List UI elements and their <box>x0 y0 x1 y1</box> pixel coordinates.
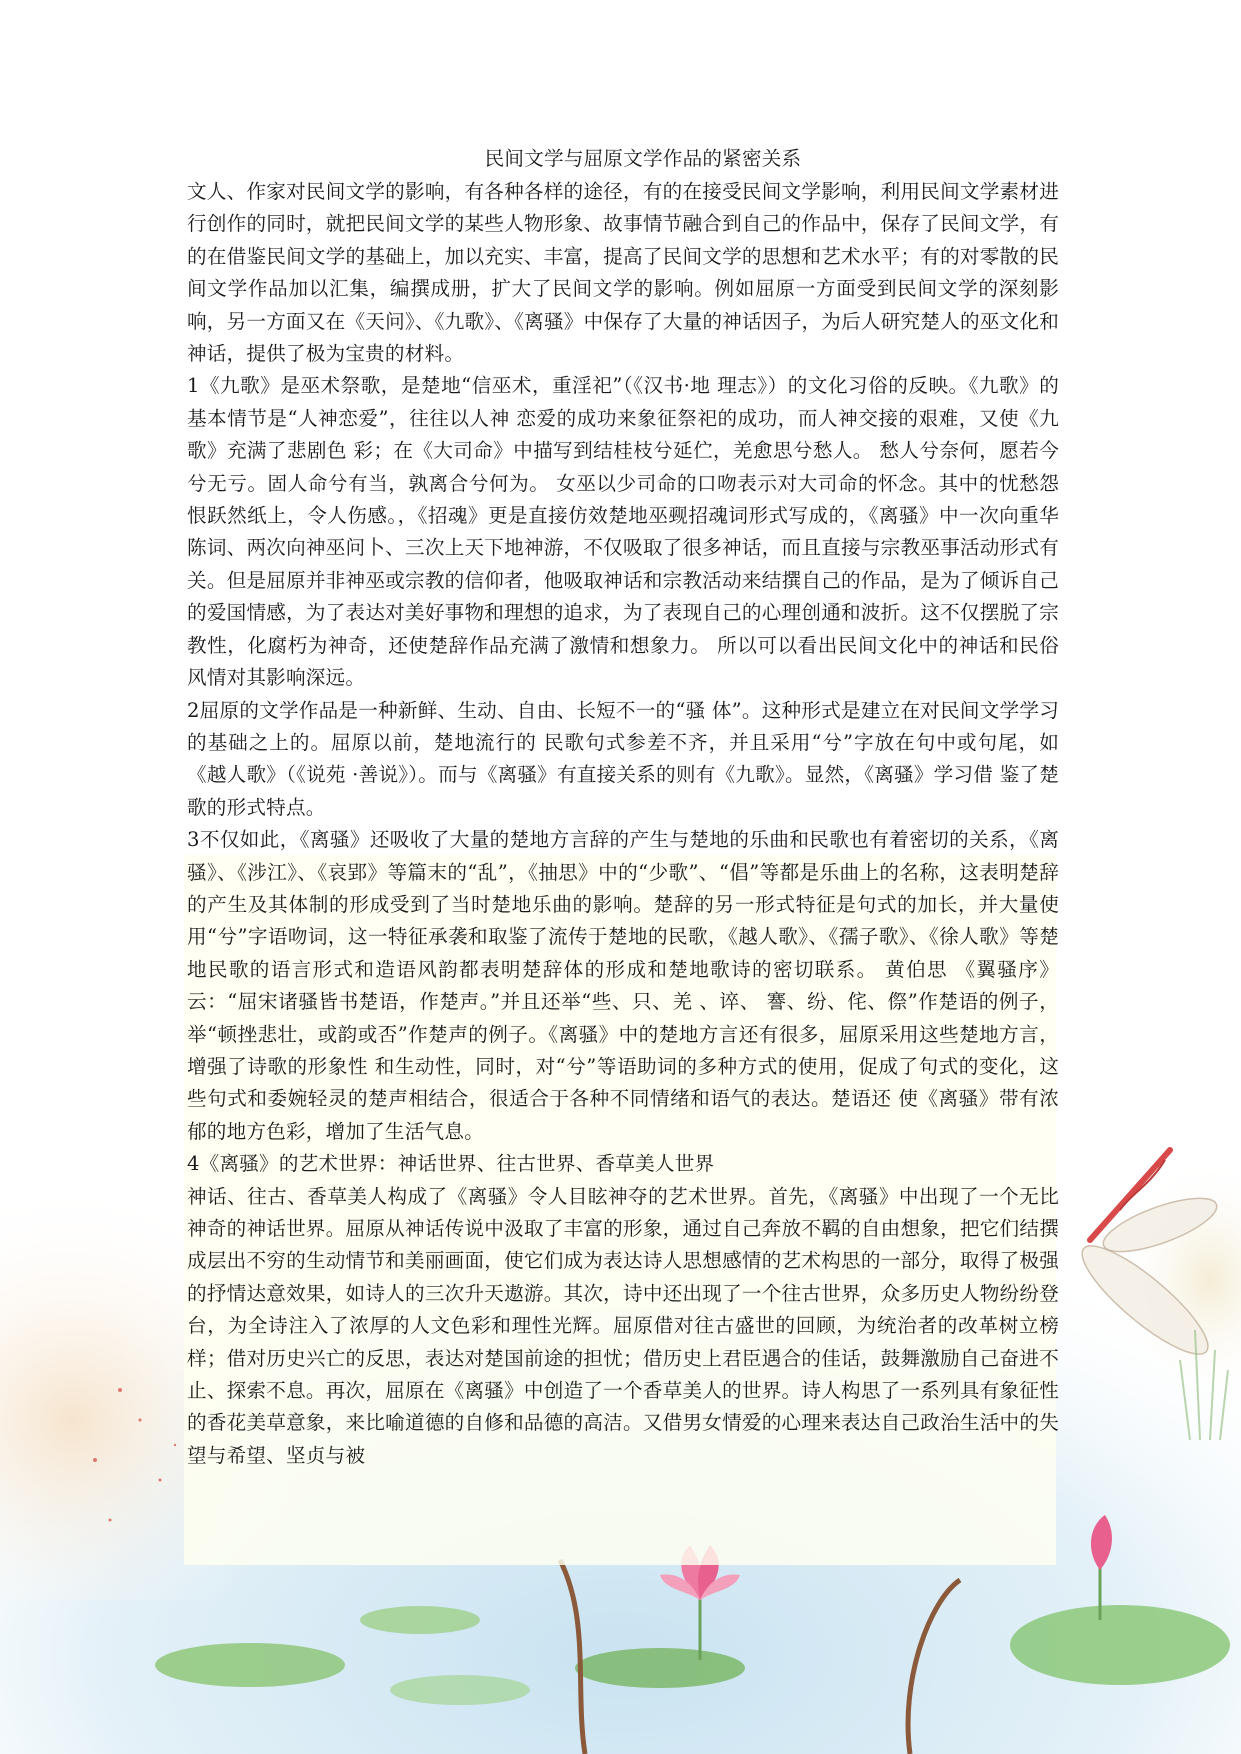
paragraph-1: 1《九歌》是巫术祭歌，是楚地“信巫术，重淫祀”（《汉书·地 理志》）的文化习俗的反映。《九歌》的基本情节是“人神恋爱”，往往以人神 恋爱的成功来象征祭祀的成功，而人神交接的艰难，又使《九歌》充满了悲剧色 彩；在《大司命》中描写到结桂枝兮延伫，羌愈思兮愁人。 愁人兮奈何，愿若今兮无亏。固人命兮有当，孰离合兮何为。 女巫以少司命的口吻表示对大司命的怀念。其中的忧愁怨恨跃然纸上，令人伤感。，《招魂》更是直接仿效楚地巫觋招魂词形式写成的，《离骚》中一次向重华陈词、两次向神巫问卜、三次上天下地神游，不仅吸取了很多神话，而且直接与宗教巫事活动形式有关。但是屈原并非神巫或宗教的信仰者，他吸取神话和宗教活动来结撰自己的作品，是为了倾诉自己的爱国情感，为了表达对美好事物和理想的追求，为了表现自己的心理创通和波折。这不仅摆脱了宗教性，化腐朽为神奇，还使楚辞作品充满了激情和想象力。 所以可以看出民间文化中的神话和民俗风情对其影响深远。 <box>187 374 1059 690</box>
paragraph-3: 3不仅如此，《离骚》还吸收了大量的楚地方言辞的产生与楚地的乐曲和民歌也有着密切的关系，《离骚》、《涉江》、《哀郢》等篇末的“乱”，《抽思》中的“少歌”、“倡”等都是乐曲上的名称，这表明楚辞的产生及其体制的形成受到了当时楚地乐曲的影响。楚辞的另一形式特征是句式的加长，并大量使用“兮”字语吻词，这一特征承袭和取鉴了流传于楚地的民歌，《越人歌》、《孺子歌》、《徐人歌》等楚地民歌的语言形式和造语风韵都表明楚辞体的形成和楚地歌诗的密切联系。 黄伯思 《翼骚序》云：“屈宋诸骚皆书楚语，作楚声。”并且还举“些、只、羌 、谇、 謇、纷、侘、傺”作楚语的例子，举“顿挫悲壮，或韵或否”作楚声的例子。《离骚》中的楚地方言还有很多，屈原采用这些楚地方言，增强了诗歌的形象性 和生动性，同时，对“兮”等语助词的多种方式的使用，促成了句式的变化，这 些句式和委婉轻灵的楚声相结合，很适合于各种不同情绪和语气的表达。楚语还 使《离骚》带有浓郁的地方色彩，增加了生活气息。 <box>187 828 1059 1143</box>
document-title: 民间文学与屈原文学作品的紧密关系 <box>484 147 802 170</box>
lily-pad <box>390 1675 530 1705</box>
paragraph-2: 2屈原的文学作品是一种新鲜、生动、自由、长短不一的“骚 体”。这种形式是建立在对民间文学学习的基础之上的。屈原以前，楚地流行的 民歌句式参差不齐，并且采用“兮”字放在句中或句尾，如《越人歌》（《说苑 ·善说》）。而与《离骚》有直接关系的则有《九歌》。显然，《离骚》学习借 鉴了楚歌的形式特点。 <box>187 698 1059 819</box>
paragraph-intro: 文人、作家对民间文学的影响，有各种各样的途径，有的在接受民间文学影响，利用民间文学素材进行创作的同时，就把民间文学的某些人物形象、故事情节融合到自己的作品中，保存了民间文学，有的在借鉴民间文学的基础上，加以充实、丰富，提高了民间文学的思想和艺术水平；有的对零散的民间文学作品加以汇集，编撰成册，扩大了民间文学的影响。例如屈原一方面受到民间文学的深刻影响，另一方面又在《天问》、《九歌》、《离骚》中保存了大量的神话因子，为后人研究楚人的巫文化和神话，提供了极为宝贵的材料。 <box>187 180 1059 366</box>
lily-pad <box>1010 1605 1230 1685</box>
lily-pad <box>155 1643 345 1687</box>
paragraph-4: 神话、往古、香草美人构成了《离骚》令人目眩神夺的艺术世界。首先，《离骚》中出现了一个无比神奇的神话世界。屈原从神话传说中汲取了丰富的形象，通过自己奔放不羁的自由想象，把它们结撰成层出不穷的生动情节和美丽画面，使它们成为表达诗人思想感情的艺术构思的一部分，取得了极强的抒情达意效果，如诗人的三次升天遨游。其次，诗中还出现了一个往古世界，众多历史人物纷纷登台，为全诗注入了浓厚的人文色彩和理性光辉。屈原借对往古盛世的回顾，为统治者的改革树立榜样；借对历史兴亡的反思，表达对楚国前途的担忧；借历史上君臣遇合的佳话，鼓舞激励自己奋进不止、探索不息。再次，屈原在《离骚》中创造了一个香草美人的世界。诗人构思了一系列具有象征性的香花美草意象，来比喻道德的自修和品德的高洁。又借男女情爱的心理来表达自己政治生活中的失望与希望、坚贞与被 <box>187 1184 1059 1467</box>
lily-pad <box>360 1606 480 1634</box>
lily-pad <box>575 1648 745 1688</box>
section-heading-4: 4《离骚》的艺术世界：神话世界、往古世界、香草美人世界 <box>187 1152 715 1176</box>
document-page <box>187 143 1059 1472</box>
